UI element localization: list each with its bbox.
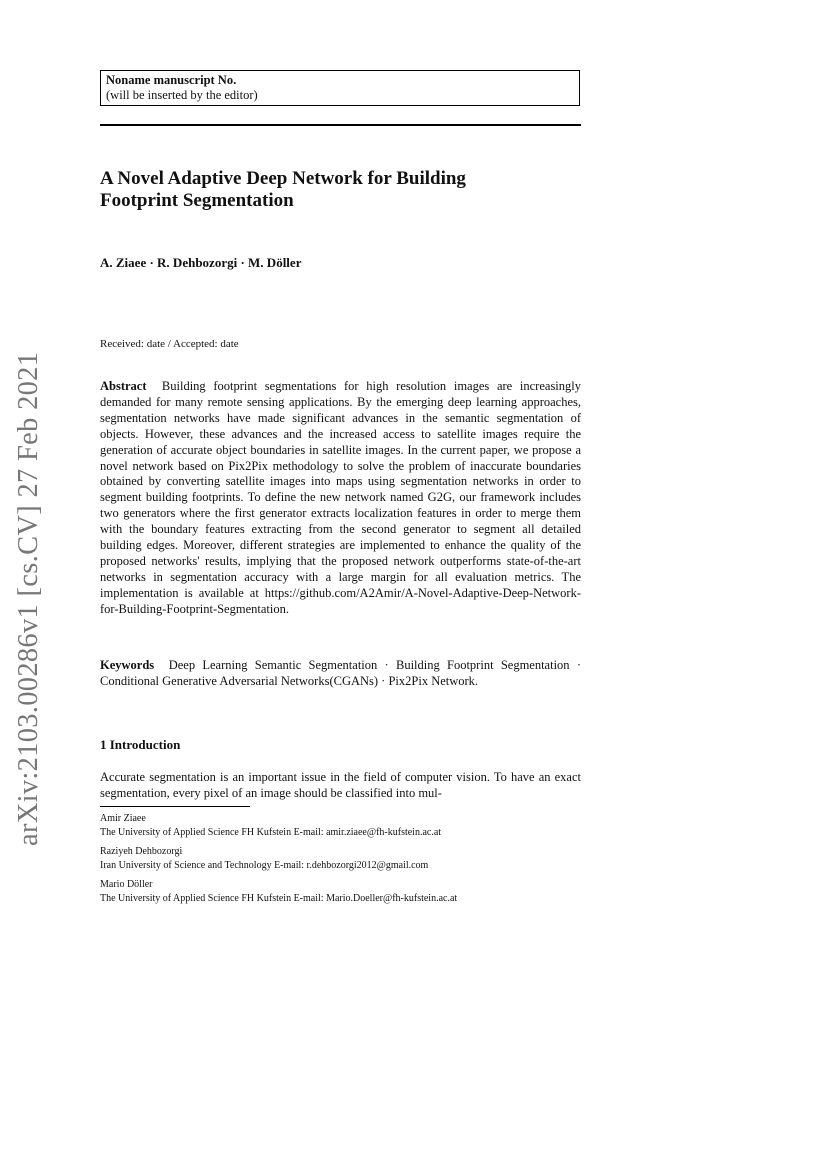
arxiv-stamp: arXiv:2103.00286v1 [cs.CV] 27 Feb 2021 xyxy=(13,351,44,846)
footnote-author-name: Raziyeh Dehbozorgi xyxy=(100,846,183,857)
keywords-label: Keywords xyxy=(100,658,155,672)
paper-title xyxy=(100,168,580,212)
footnote-entry xyxy=(100,812,581,839)
footnote-affiliation: Iran University of Science and Technology E-mail: r.dehbozorgi2012@gmail.com xyxy=(100,859,429,871)
footnote-author-name: Amir Ziaee xyxy=(100,813,146,824)
author-list: A. Ziaee · R. Dehbozorgi · M. Döller xyxy=(100,255,302,270)
manuscript-box xyxy=(100,70,580,106)
title-line-2: Footprint Segmentation xyxy=(100,190,294,211)
received-date: Received: date / Accepted: date xyxy=(100,338,239,350)
keywords-text: Deep Learning Semantic Segmentation · Building Footprint Segmentation · Conditional Generative Adversarial Networks(CGANs) · Pix2Pix Network. xyxy=(100,658,581,688)
footnote-affiliation: The University of Applied Science FH Kufstein E-mail: Mario.Doeller@fh-kufstein.ac.at xyxy=(100,892,458,904)
footnote-author-name: Mario Döller xyxy=(100,879,153,890)
title-line-1: A Novel Adaptive Deep Network for Building xyxy=(100,168,466,189)
abstract-label: Abstract xyxy=(100,379,147,393)
abstract xyxy=(100,379,581,618)
introduction-text: Accurate segmentation is an important issue in the field of computer vision. To have an exact segmentation, every pixel of an image should be classified into mul- xyxy=(100,770,581,800)
footnote-entry xyxy=(100,845,581,872)
footnote-rule xyxy=(100,806,250,807)
keywords xyxy=(100,658,581,690)
abstract-text: Building footprint segmentations for high resolution images are increasingly demanded for many remote sensing applications. By the emerging deep learning approaches, segmentation networks have made significant advances in the semantic segmentation of objects. However, these advances and the increased access to satellite images require the generation of accurate object boundaries in satellite images. In the current paper, we propose a novel network based on Pix2Pix methodology to solve the problem of inaccurate boundaries obtained by converting satellite images into maps using segmentation networks in order to segment building footprints. To define the new network named G2G, our framework includes two generators where the first generator extracts localization features in order to merge them with the boundary features extracting from the second generator to segment all detailed building edges. Moreover, different strategies are implemented to enhance the quality of the proposed networks' results, implying that the proposed network outperforms state-of-the-art networks in segmentation accuracy with a large margin for all evaluation metrics. The implementation is available at https://github.com/A2Amir/A-Novel-Adaptive-Deep-Network-for-Building-Footprint-Segmentation. xyxy=(100,379,582,616)
editor-note: (will be inserted by the editor) xyxy=(106,88,258,102)
section-heading: 1 Introduction xyxy=(100,737,181,752)
author-footnotes xyxy=(100,812,581,911)
manuscript-number: Noname manuscript No. xyxy=(106,73,237,87)
footnote-entry xyxy=(100,878,581,905)
header-rule xyxy=(100,124,581,126)
footnote-affiliation: The University of Applied Science FH Kufstein E-mail: amir.ziaee@fh-kufstein.ac.at xyxy=(100,826,442,838)
